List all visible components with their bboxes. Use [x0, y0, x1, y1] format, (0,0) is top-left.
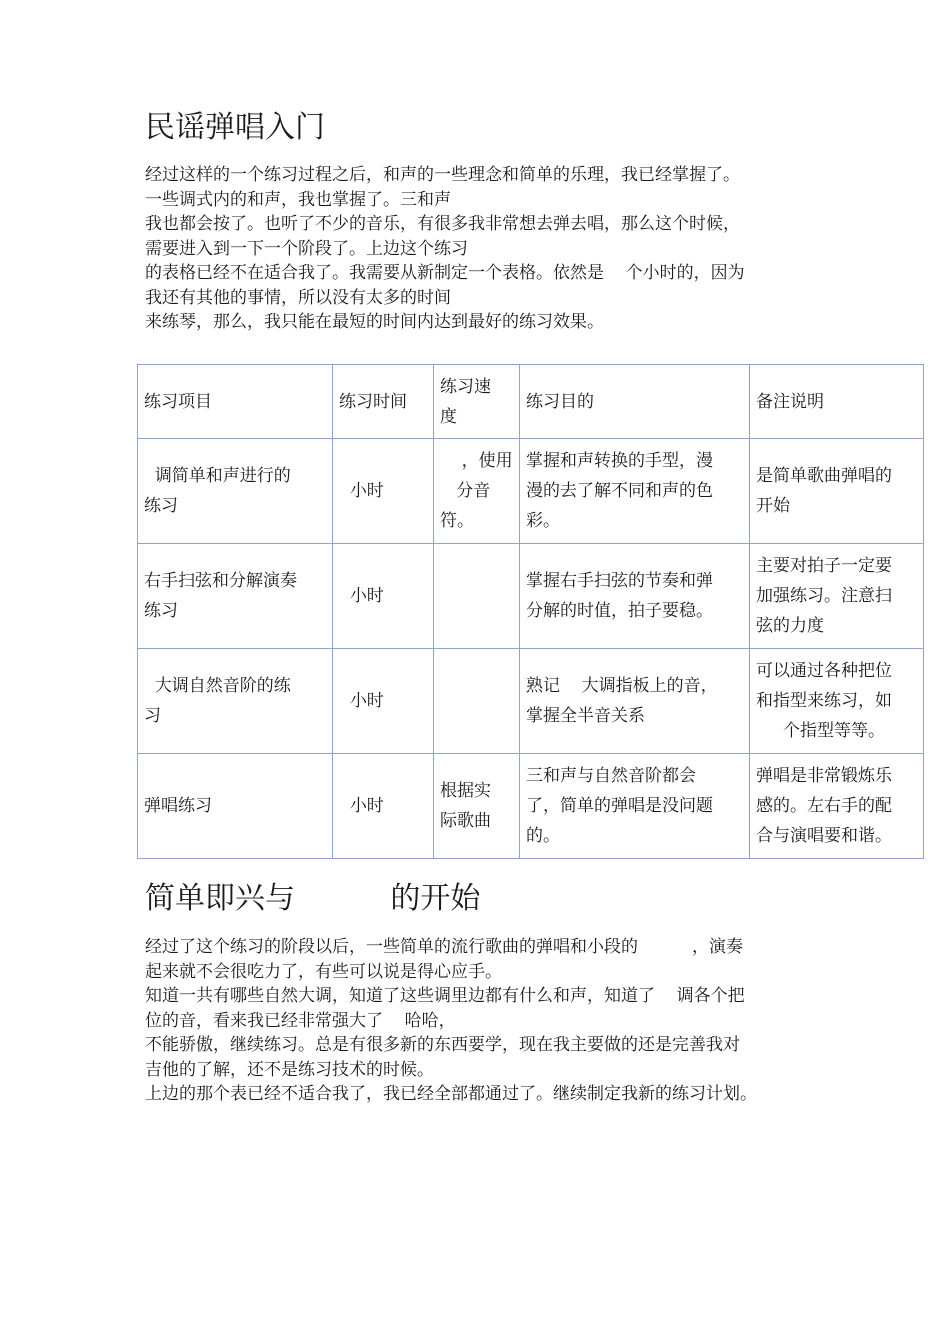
practice-plan-table — [137, 364, 924, 859]
table-row — [138, 544, 924, 649]
section-title-improvisation: 简单即兴与 的开始 — [145, 881, 481, 916]
section-title-folk-singing: 民谣弹唱入门 — [145, 110, 325, 145]
paragraph-line: 来练琴，那么，我只能在最短的时间内达到最好的练习效果。 — [145, 312, 604, 332]
paragraph-line: 知道一共有哪些自然大调，知道了这些调里边都有什么和声，知道了 调各个把 — [145, 986, 745, 1006]
table-cell — [434, 544, 520, 649]
table-cell: 三和声与自然音阶都会 了，简单的弹唱是没问题 的。 — [520, 754, 750, 859]
paragraph-line: 经过了这个练习的阶段以后，一些简单的流行歌曲的弹唱和小段的 ，演奏 — [145, 937, 744, 957]
table-cell: 根据实 际歌曲 — [434, 754, 520, 859]
header-cell-item: 练习项目 — [138, 365, 333, 439]
table-cell: 熟记 大调指板上的音， 掌握全半音关系 — [520, 649, 750, 754]
paragraph-line: 的表格已经不在适合我了。我需要从新制定一个表格。依然是 个小时的，因为 — [145, 263, 745, 283]
paragraph-line: 吉他的了解，还不是练习技术的时候。 — [145, 1059, 434, 1080]
table-cell: 主要对拍子一定要 加强练习。注意扫 弦的力度 — [750, 544, 924, 649]
table-cell: 小时 — [333, 544, 434, 649]
table-row — [138, 649, 924, 754]
second-paragraph — [145, 935, 825, 1107]
table-cell: 小时 — [333, 649, 434, 754]
paragraph-line: 不能骄傲，继续练习。总是有很多新的东西要学，现在我主要做的还是完善我对 — [145, 1035, 740, 1055]
table-cell: 掌握右手扫弦的节奏和弹 分解的时值，拍子要稳。 — [520, 544, 750, 649]
header-cell-speed: 练习速 度 — [434, 365, 520, 439]
paragraph-line: 我还有其他的事情，所以没有太多的时间 — [145, 287, 451, 308]
paragraph-line: 一些调式内的和声，我也掌握了。三和声 — [145, 189, 451, 210]
header-cell-notes: 备注说明 — [750, 365, 924, 439]
paragraph-line: 经过这样的一个练习过程之后，和声的一些理念和简单的乐理，我已经掌握了。 — [145, 165, 740, 185]
table-cell: 掌握和声转换的手型，漫 漫的去了解不同和声的色 彩。 — [520, 439, 750, 544]
table-header-row — [138, 365, 924, 439]
paragraph-line: 我也都会按了。也听了不少的音乐，有很多我非常想去弹去唱，那么这个时候， — [145, 214, 740, 234]
table-cell — [434, 649, 520, 754]
table-row — [138, 754, 924, 859]
header-cell-purpose: 练习目的 — [520, 365, 750, 439]
paragraph-line: 位的音，看来我已经非常强大了 哈哈， — [145, 1010, 456, 1031]
table-cell: 调简单和声进行的 练习 — [138, 439, 333, 544]
paragraph-line: 上边的那个表已经不适合我了，我已经全部都通过了。继续制定我新的练习计划。 — [145, 1084, 757, 1104]
table-cell: 是简单歌曲弹唱的 开始 — [750, 439, 924, 544]
header-cell-time: 练习时间 — [333, 365, 434, 439]
table-cell: 小时 — [333, 754, 434, 859]
paragraph-line: 需要进入到一下一个阶段了。上边这个练习 — [145, 238, 468, 259]
table-cell: 弹唱练习 — [138, 754, 333, 859]
table-cell: ，使用 分音 符。 — [434, 439, 520, 544]
table-cell: 可以通过各种把位 和指型来练习，如 个指型等等。 — [750, 649, 924, 754]
table-cell: 弹唱是非常锻炼乐 感的。左右手的配 合与演唱要和谐。 — [750, 754, 924, 859]
table-cell: 大调自然音阶的练 习 — [138, 649, 333, 754]
table-row — [138, 439, 924, 544]
paragraph-line: 起来就不会很吃力了，有些可以说是得心应手。 — [145, 961, 502, 982]
table-cell: 小时 — [333, 439, 434, 544]
intro-paragraph — [145, 163, 825, 335]
table-cell: 右手扫弦和分解演奏 练习 — [138, 544, 333, 649]
